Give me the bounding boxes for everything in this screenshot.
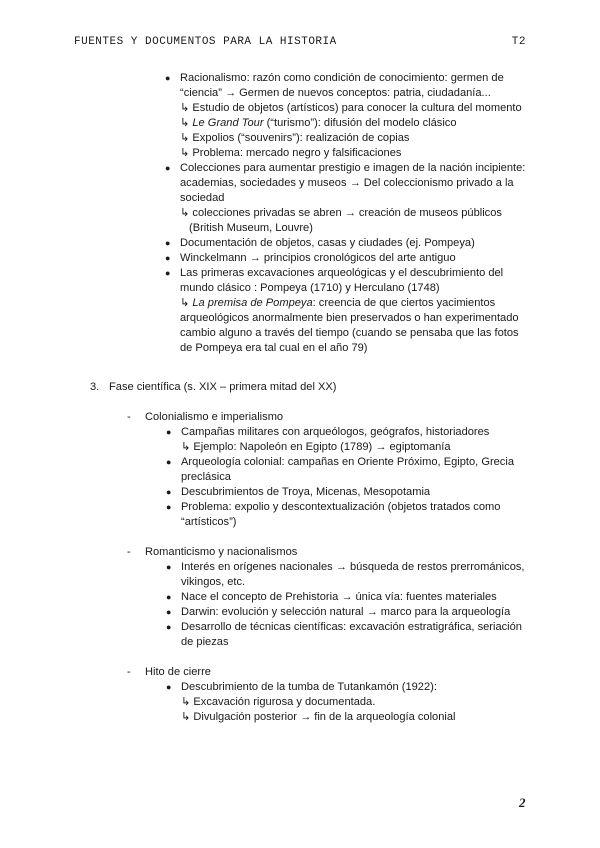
sub-item: ↳ Problema: mercado negro y falsificaciones [180,147,402,159]
sub-item: ↳ Le Grand Tour (“turismo”): difusión del modelo clásico [180,117,457,129]
sub-item: ↳ Divulgación posterior → fin de la arqueología colonial [181,711,456,723]
bullet-icon: ● [166,502,172,512]
header-code: T2 [511,36,526,48]
list-item-line: Las primeras excavaciones arqueológicas y el descubrimiento del [180,267,504,279]
list-item-line: Colecciones para aumentar prestigio e imagen de la nación incipiente: [180,162,526,174]
sub-item: ↳ Estudio de objetos (artísticos) para conocer la cultura del momento [180,102,522,114]
bullet-icon: ● [165,238,171,248]
bullet-icon: ● [166,622,172,632]
sub-item-cont: (British Museum, Louvre) [189,222,313,234]
dash-marker: - [127,411,131,423]
bullet-icon: ● [166,607,172,617]
italic-term: Le Grand Tour [192,117,264,129]
list-item-line: Racionalismo: razón como condición de conocimiento: germen de [180,72,504,84]
arrow-icon: ↳ [180,147,190,159]
list-item-line: Documentación de objetos, casas y ciudades (ej. Pompeya) [180,237,475,249]
bullet-icon: ● [166,682,172,692]
italic-term: La premisa de Pompeya [192,297,313,309]
arrow-icon: ↳ [180,297,190,309]
list-item-line: “artísticos”) [181,516,237,528]
list-item-line: vikingos, etc. [181,576,246,588]
arrow-icon: ↳ [180,102,190,114]
list-item-line: de piezas [181,636,229,648]
page-header [74,36,526,48]
page-number: 2 [519,795,526,810]
bullet-icon: ● [166,427,172,437]
bullet-icon: ● [166,487,172,497]
bullet-icon: ● [165,268,171,278]
list-item-line: Problema: expolio y descontextualización (objetos tratados como [181,501,501,513]
bullet-icon: ● [166,562,172,572]
list-item-line: sociedad [180,192,225,204]
bullet-icon: ● [166,592,172,602]
list-item-line: Darwin: evolución y selección natural → marco para la arqueología [181,606,511,618]
dash-marker: - [127,546,131,558]
list-item-line: academias, sociedades y museos → Del coleccionismo privado a la [180,177,514,189]
bullet-icon: ● [165,163,171,173]
header-title: FUENTES Y DOCUMENTOS PARA LA HISTORIA [74,36,337,48]
arrow-icon: ↳ [180,207,190,219]
list-item-line: Interés en orígenes nacionales → búsqueda de restos prerrománicos, [181,561,525,573]
bullet-icon: ● [166,457,172,467]
sub-item: ↳ Excavación rigurosa y documentada. [181,696,376,708]
list-item-line: Nace el concepto de Prehistoria → única vía: fuentes materiales [181,591,497,603]
group-title: Hito de cierre [145,666,211,678]
sub-item-cont: arqueológicos anormalmente bien preservados o han experimentado [180,312,519,324]
arrow-icon: ↳ [181,711,191,723]
dash-marker: - [127,666,131,678]
list-item-line: mundo clásico : Pompeya (1710) y Herculano (1748) [180,282,440,294]
group-title: Colonialismo e imperialismo [145,411,284,423]
arrow-icon: ↳ [180,132,190,144]
sub-item-cont: cambio alguno a través del tiempo (cuando se pensaba que las fotos [180,327,519,339]
section-number: 3. [90,381,100,393]
group-title: Romanticismo y nacionalismos [145,546,298,558]
list-item-line: Desarrollo de técnicas científicas: excavación estratigráfica, seriación [181,621,522,633]
arrow-icon: ↳ [181,696,191,708]
list-item-line: Campañas militares con arqueólogos, geógrafos, historiadores [181,426,490,438]
section-title: Fase científica (s. XIX – primera mitad del XX) [109,381,337,393]
sub-item: ↳ Expolios (“souvenirs”): realización de copias [180,132,410,144]
arrow-icon: ↳ [180,117,190,129]
bullet-icon: ● [165,73,171,83]
bullet-icon: ● [165,253,171,263]
sub-item: ↳ La premisa de Pompeya: creencia de que ciertos yacimientos [180,297,496,309]
list-item-line: Arqueología colonial: campañas en Oriente Próximo, Egipto, Grecia [181,456,514,468]
list-item-line: Winckelmann → principios cronológicos del arte antiguo [180,252,456,264]
arrow-icon: ↳ [181,441,191,453]
list-item-line: “ciencia” → Germen de nuevos conceptos: patria, ciudadanía... [180,87,491,99]
list-item-line: Descubrimientos de Troya, Micenas, Mesopotamia [181,486,431,498]
sub-item-cont: de Pompeya era tal cual en el año 79) [180,342,368,354]
list-item-line: Descubrimiento de la tumba de Tutankamón (1922): [181,681,437,693]
sub-item: ↳ colecciones privadas se abren → creación de museos públicos [180,207,502,219]
sub-item: ↳ Ejemplo: Napoleón en Egipto (1789) → egiptomanía [181,441,451,453]
list-item-line: preclásica [181,471,231,483]
